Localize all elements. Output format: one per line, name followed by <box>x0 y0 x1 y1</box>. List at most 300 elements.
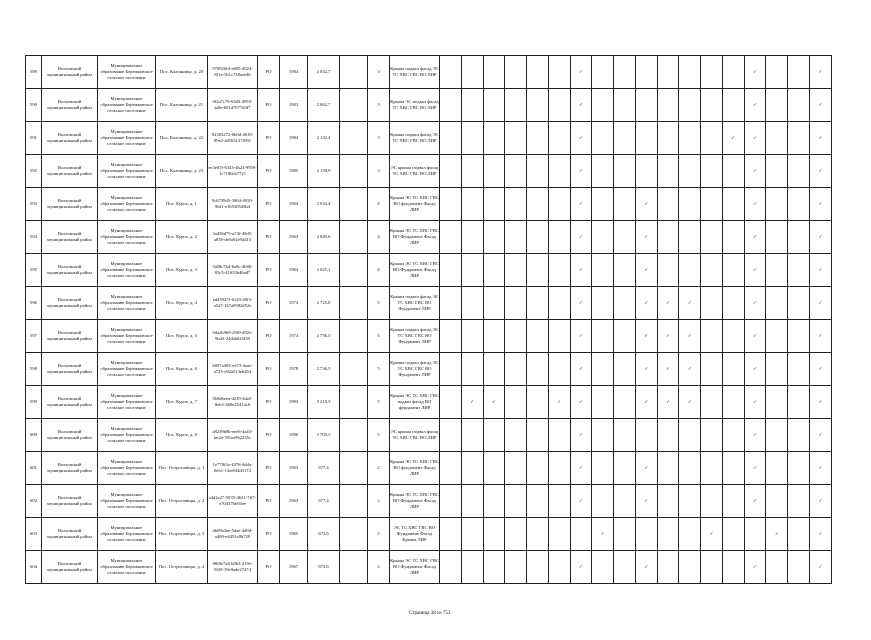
work-type-cell <box>788 452 810 485</box>
work-type-cell <box>635 122 657 155</box>
checkmark-icon: ✓ <box>810 287 832 320</box>
address-cell: Пос. Калонница, д. 20 <box>156 56 208 89</box>
address-cell: Пос. Курск, д. 6 <box>156 353 208 386</box>
building-code-cell: 92303472-0b0d-4010-89e2-a0563137f091 <box>208 122 258 155</box>
work-type-cell <box>548 56 570 89</box>
district-cell: Волховский муниципальный район <box>42 188 98 221</box>
checkmark-icon: ✓ <box>810 254 832 287</box>
row-number: 591 <box>26 122 42 155</box>
work-type-cell <box>440 485 462 518</box>
building-code-cell: 3a456d75-a74f-49d5-a818-de9a92e94d15 <box>208 221 258 254</box>
district-cell: Волховский муниципальный район <box>42 419 98 452</box>
building-code-cell: db09a2ee-5dae-4d9d-a469-e4453c0b729 <box>208 518 258 551</box>
district-cell: Волховский муниципальный район <box>42 386 98 419</box>
work-type-cell <box>657 155 679 188</box>
building-code-cell: 90f0e7a4-b0b3-419e-9f28-39e9ade27d74 <box>208 551 258 584</box>
work-type-cell <box>440 155 462 188</box>
floors-cell: 5 <box>368 287 390 320</box>
area-cell: 2 049,6 <box>308 221 340 254</box>
work-type-cell <box>592 485 614 518</box>
work-type-cell <box>614 122 636 155</box>
checkmark-icon: ✓ <box>810 485 832 518</box>
work-type-cell <box>461 419 483 452</box>
ownership-type-cell: РО <box>258 155 280 188</box>
work-type-cell <box>527 551 549 584</box>
work-type-cell <box>788 221 810 254</box>
building-code-cell: 0da2b9b9-29f0-492e-9b43-24dab62f459 <box>208 320 258 353</box>
district-cell: Волховский муниципальный район <box>42 518 98 551</box>
work-type-cell <box>592 386 614 419</box>
table-row <box>26 353 832 386</box>
row-number: 598 <box>26 353 42 386</box>
area-cell: 677,4 <box>308 485 340 518</box>
checkmark-icon: ✓ <box>744 89 766 122</box>
checkmark-icon: ✓ <box>766 518 788 551</box>
building-code-cell: 0f2a7c79-65d3-4953-adfe-601d7077d3f7 <box>208 89 258 122</box>
work-type-cell <box>701 221 723 254</box>
work-type-cell <box>505 188 527 221</box>
work-type-cell <box>614 155 636 188</box>
checkmark-icon: ✓ <box>461 386 483 419</box>
work-type-cell <box>744 518 766 551</box>
ownership-type-cell: РО <box>258 518 280 551</box>
work-type-cell <box>766 89 788 122</box>
area-cell: 2 034,4 <box>308 188 340 221</box>
work-type-cell <box>722 188 744 221</box>
table-row <box>26 320 832 353</box>
work-type-cell <box>614 386 636 419</box>
floors-cell: 2 <box>368 518 390 551</box>
empty-cell <box>340 419 368 452</box>
work-type-cell <box>592 89 614 122</box>
works-list-cell: ЭС крыша подвал фасад ТС ХВС ГВС ВО ЛИР <box>390 419 440 452</box>
settlement-cell: Муниципальное образование Бережковское сельское поселение <box>98 353 156 386</box>
work-type-cell <box>766 122 788 155</box>
work-type-cell <box>766 287 788 320</box>
table-row <box>26 518 832 551</box>
work-type-cell <box>657 89 679 122</box>
work-type-cell <box>527 485 549 518</box>
row-number: 603 <box>26 518 42 551</box>
ownership-type-cell: РО <box>258 56 280 89</box>
checkmark-icon: ✓ <box>657 386 679 419</box>
work-type-cell <box>722 254 744 287</box>
building-code-cell: ed45947f-6143-49f3-a527-167a9582d52e <box>208 287 258 320</box>
build-year-cell: 1964 <box>280 254 308 287</box>
area-cell: 2 736,5 <box>308 353 340 386</box>
work-type-cell <box>592 188 614 221</box>
address-cell: Пос. Остроговицы, д. 2 <box>156 485 208 518</box>
settlement-cell: Муниципальное образование Бережковское сельское поселение <box>98 386 156 419</box>
checkmark-icon: ✓ <box>679 353 701 386</box>
work-type-cell <box>679 254 701 287</box>
checkmark-icon: ✓ <box>679 386 701 419</box>
empty-cell <box>340 452 368 485</box>
work-type-cell <box>440 419 462 452</box>
work-type-cell <box>548 452 570 485</box>
work-type-cell <box>592 419 614 452</box>
empty-cell <box>340 485 368 518</box>
work-type-cell <box>722 419 744 452</box>
floors-cell: 2 <box>368 452 390 485</box>
work-type-cell <box>548 89 570 122</box>
work-type-cell <box>766 386 788 419</box>
building-code-cell: b087a403-ed73-4aae-a725-e92a513eb454 <box>208 353 258 386</box>
floors-cell: 5 <box>368 320 390 353</box>
work-type-cell <box>722 452 744 485</box>
work-type-cell <box>440 353 462 386</box>
work-type-cell <box>527 419 549 452</box>
checkmark-icon: ✓ <box>635 386 657 419</box>
work-type-cell <box>657 254 679 287</box>
work-type-cell <box>614 89 636 122</box>
ownership-type-cell: РО <box>258 221 280 254</box>
work-type-cell <box>548 353 570 386</box>
work-type-cell <box>679 419 701 452</box>
work-type-cell <box>788 89 810 122</box>
district-cell: Волховский муниципальный район <box>42 122 98 155</box>
checkmark-icon: ✓ <box>635 353 657 386</box>
work-type-cell <box>527 287 549 320</box>
work-type-cell <box>766 56 788 89</box>
checkmark-icon: ✓ <box>744 155 766 188</box>
checkmark-icon: ✓ <box>722 122 744 155</box>
work-type-cell <box>483 419 505 452</box>
work-type-cell <box>766 188 788 221</box>
empty-cell <box>340 551 368 584</box>
checkmark-icon: ✓ <box>810 320 832 353</box>
ownership-type-cell: РО <box>258 188 280 221</box>
work-type-cell <box>505 254 527 287</box>
work-type-cell <box>527 452 549 485</box>
work-type-cell <box>592 320 614 353</box>
table-row <box>26 89 832 122</box>
empty-cell <box>340 353 368 386</box>
address-cell: Пос. Остроговицы, д. 3 <box>156 518 208 551</box>
work-type-cell <box>679 56 701 89</box>
build-year-cell: 1974 <box>280 320 308 353</box>
address-cell: Пос. Курск, д. 3 <box>156 254 208 287</box>
build-year-cell: 1964 <box>280 485 308 518</box>
district-cell: Волховский муниципальный район <box>42 254 98 287</box>
work-type-cell <box>483 89 505 122</box>
work-type-cell <box>461 353 483 386</box>
work-type-cell <box>461 287 483 320</box>
building-code-cell: 9c6739d3-3064-4910-9bf1-e16530545b4 <box>208 188 258 221</box>
checkmark-icon: ✓ <box>635 287 657 320</box>
work-type-cell <box>483 353 505 386</box>
empty-cell <box>340 188 368 221</box>
checkmark-icon: ✓ <box>570 551 592 584</box>
works-list-cell: Крыша ЭС ТС ХВС ГВС ВО Фундамент Фасад ЛИР <box>390 254 440 287</box>
row-number: 594 <box>26 221 42 254</box>
ownership-type-cell: РО <box>258 353 280 386</box>
work-type-cell <box>679 452 701 485</box>
work-type-cell <box>788 56 810 89</box>
work-type-cell <box>766 221 788 254</box>
checkmark-icon: ✓ <box>810 353 832 386</box>
settlement-cell: Муниципальное образование Бережковское сельское поселение <box>98 155 156 188</box>
checkmark-icon: ✓ <box>744 221 766 254</box>
build-year-cell: 1985 <box>280 155 308 188</box>
district-cell: Волховский муниципальный район <box>42 89 98 122</box>
work-type-cell <box>527 518 549 551</box>
work-type-cell <box>440 287 462 320</box>
address-cell: Пос. Курск, д. 7 <box>156 386 208 419</box>
area-cell: 673,6 <box>308 518 340 551</box>
checkmark-icon: ✓ <box>744 254 766 287</box>
settlement-cell: Муниципальное образование Бережковское сельское поселение <box>98 419 156 452</box>
work-type-cell <box>505 551 527 584</box>
work-type-cell <box>722 287 744 320</box>
work-type-cell <box>527 353 549 386</box>
work-type-cell <box>635 155 657 188</box>
work-type-cell <box>788 122 810 155</box>
work-type-cell <box>788 551 810 584</box>
floors-cell: 5 <box>368 386 390 419</box>
table-row <box>26 419 832 452</box>
build-year-cell: 1990 <box>280 419 308 452</box>
work-type-cell <box>614 485 636 518</box>
work-type-cell <box>548 419 570 452</box>
row-number: 597 <box>26 320 42 353</box>
checkmark-icon: ✓ <box>810 221 832 254</box>
works-list-cell: ЭС крыша подвал фасад ТС ХВС ГВС ВО ЛИР <box>390 155 440 188</box>
work-type-cell <box>505 155 527 188</box>
work-type-cell <box>635 56 657 89</box>
work-type-cell <box>722 155 744 188</box>
work-type-cell <box>701 452 723 485</box>
work-type-cell <box>440 221 462 254</box>
work-type-cell <box>527 155 549 188</box>
settlement-cell: Муниципальное образование Бережковское сельское поселение <box>98 320 156 353</box>
area-cell: 2 062,7 <box>308 89 340 122</box>
works-list-cell: Крыша ЭС ТС ХВС ГВС ВО Фундамент Фасад ЛИР <box>390 485 440 518</box>
checkmark-icon: ✓ <box>810 122 832 155</box>
work-type-cell <box>592 551 614 584</box>
row-number: 601 <box>26 452 42 485</box>
work-type-cell <box>679 122 701 155</box>
district-cell: Волховский муниципальный район <box>42 287 98 320</box>
work-type-cell <box>657 485 679 518</box>
checkmark-icon: ✓ <box>744 386 766 419</box>
work-type-cell <box>701 485 723 518</box>
checkmark-icon: ✓ <box>570 122 592 155</box>
work-type-cell <box>701 419 723 452</box>
table-row <box>26 221 832 254</box>
floors-cell: 4 <box>368 254 390 287</box>
table-row <box>26 188 832 221</box>
checkmark-icon: ✓ <box>810 188 832 221</box>
work-type-cell <box>548 122 570 155</box>
settlement-cell: Муниципальное образование Бережковское сельское поселение <box>98 122 156 155</box>
work-type-cell <box>614 419 636 452</box>
work-type-cell <box>440 386 462 419</box>
empty-cell <box>340 320 368 353</box>
works-list-cell: Крыша ЭС ТС ХВС ГВС ВО фундамент Фасад ЛИР <box>390 452 440 485</box>
works-list-cell: Крыша ЭС подвал фасад ТС ХВС ГВС ВО ЛИР <box>390 89 440 122</box>
work-type-cell <box>788 419 810 452</box>
checkmark-icon: ✓ <box>744 320 766 353</box>
ownership-type-cell: РО <box>258 419 280 452</box>
work-type-cell <box>657 188 679 221</box>
work-type-cell <box>614 353 636 386</box>
work-type-cell <box>461 485 483 518</box>
empty-cell <box>340 254 368 287</box>
work-type-cell <box>440 122 462 155</box>
area-cell: 2 132,4 <box>308 122 340 155</box>
table-row <box>26 485 832 518</box>
address-cell: Пос. Калонница, д. 23 <box>156 155 208 188</box>
work-type-cell <box>527 122 549 155</box>
register-table <box>25 55 832 584</box>
checkmark-icon: ✓ <box>810 518 832 551</box>
work-type-cell <box>440 320 462 353</box>
works-list-cell: Крыша подвал фасад ЭС ТС ХВС ГВС ВО ЛИР <box>390 122 440 155</box>
works-list-cell: Крыша ЭС ТС ХВС ГВС ВО фундамент Фасад ЛИР <box>390 188 440 221</box>
district-cell: Волховский муниципальный район <box>42 56 98 89</box>
work-type-cell <box>440 56 462 89</box>
work-type-cell <box>440 551 462 584</box>
checkmark-icon: ✓ <box>570 287 592 320</box>
work-type-cell <box>461 221 483 254</box>
work-type-cell <box>722 551 744 584</box>
settlement-cell: Муниципальное образование Бережковское сельское поселение <box>98 221 156 254</box>
build-year-cell: 1967 <box>280 551 308 584</box>
work-type-cell <box>527 188 549 221</box>
ownership-type-cell: РО <box>258 551 280 584</box>
ownership-type-cell: РО <box>258 287 280 320</box>
address-cell: Пос. Остроговицы, д. 4 <box>156 551 208 584</box>
address-cell: Пос. Курск, д. 1 <box>156 188 208 221</box>
empty-cell <box>340 221 368 254</box>
checkmark-icon: ✓ <box>570 452 592 485</box>
work-type-cell <box>701 386 723 419</box>
work-type-cell <box>614 56 636 89</box>
work-type-cell <box>614 320 636 353</box>
checkmark-icon: ✓ <box>744 188 766 221</box>
checkmark-icon: ✓ <box>570 89 592 122</box>
settlement-cell: Муниципальное образование Бережковское сельское поселение <box>98 56 156 89</box>
ownership-type-cell: РО <box>258 452 280 485</box>
floors-cell: 5 <box>368 419 390 452</box>
work-type-cell <box>548 188 570 221</box>
work-type-cell <box>722 56 744 89</box>
checkmark-icon: ✓ <box>744 353 766 386</box>
checkmark-icon: ✓ <box>744 287 766 320</box>
work-type-cell <box>701 155 723 188</box>
work-type-cell <box>483 122 505 155</box>
work-type-cell <box>527 56 549 89</box>
area-cell: 2 736,5 <box>308 320 340 353</box>
empty-cell <box>340 386 368 419</box>
building-code-cell: a4d2e27-5035-4621-7ff7-e70437bb93ee <box>208 485 258 518</box>
checkmark-icon: ✓ <box>570 221 592 254</box>
page-footer: Страница 38 из 753 <box>409 611 451 616</box>
work-type-cell <box>461 56 483 89</box>
checkmark-icon: ✓ <box>701 518 723 551</box>
checkmark-icon: ✓ <box>744 56 766 89</box>
checkmark-icon: ✓ <box>570 419 592 452</box>
table-row <box>26 551 832 584</box>
work-type-cell <box>461 254 483 287</box>
work-type-cell <box>722 353 744 386</box>
work-type-cell <box>505 353 527 386</box>
work-type-cell <box>788 254 810 287</box>
checkmark-icon: ✓ <box>810 452 832 485</box>
work-type-cell <box>679 518 701 551</box>
table-row <box>26 155 832 188</box>
work-type-cell <box>505 452 527 485</box>
work-type-cell <box>679 221 701 254</box>
work-type-cell <box>527 221 549 254</box>
work-type-cell <box>679 485 701 518</box>
work-type-cell <box>505 320 527 353</box>
work-type-cell <box>592 353 614 386</box>
work-type-cell <box>635 89 657 122</box>
work-type-cell <box>505 287 527 320</box>
work-type-cell <box>505 56 527 89</box>
checkmark-icon: ✓ <box>635 452 657 485</box>
work-type-cell <box>722 320 744 353</box>
work-type-cell <box>592 452 614 485</box>
checkmark-icon: ✓ <box>483 386 505 419</box>
floors-cell: 3 <box>368 89 390 122</box>
row-number: 600 <box>26 419 42 452</box>
work-type-cell <box>592 122 614 155</box>
checkmark-icon: ✓ <box>810 551 832 584</box>
work-type-cell <box>701 353 723 386</box>
register-body <box>26 56 832 584</box>
work-type-cell <box>766 485 788 518</box>
checkmark-icon: ✓ <box>570 254 592 287</box>
area-cell: 677,4 <box>308 452 340 485</box>
district-cell: Волховский муниципальный район <box>42 155 98 188</box>
work-type-cell <box>548 518 570 551</box>
build-year-cell: 1963 <box>280 452 308 485</box>
area-cell: 3 219,5 <box>308 386 340 419</box>
empty-cell <box>340 287 368 320</box>
checkmark-icon: ✓ <box>570 188 592 221</box>
ownership-type-cell: РО <box>258 320 280 353</box>
work-type-cell <box>701 254 723 287</box>
work-type-cell <box>766 452 788 485</box>
work-type-cell <box>788 518 810 551</box>
work-type-cell <box>483 254 505 287</box>
work-type-cell <box>483 287 505 320</box>
district-cell: Волховский муниципальный район <box>42 452 98 485</box>
settlement-cell: Муниципальное образование Бережковское сельское поселение <box>98 254 156 287</box>
work-type-cell <box>483 188 505 221</box>
table-row <box>26 56 832 89</box>
checkmark-icon: ✓ <box>635 485 657 518</box>
work-type-cell <box>461 89 483 122</box>
table-row <box>26 452 832 485</box>
work-type-cell <box>548 155 570 188</box>
checkmark-icon: ✓ <box>570 320 592 353</box>
work-type-cell <box>592 254 614 287</box>
work-type-cell <box>657 518 679 551</box>
table-row <box>26 122 832 155</box>
empty-cell <box>340 56 368 89</box>
ownership-type-cell: РО <box>258 386 280 419</box>
work-type-cell <box>788 155 810 188</box>
work-type-cell <box>483 518 505 551</box>
row-number: 596 <box>26 287 42 320</box>
work-type-cell <box>505 221 527 254</box>
checkmark-icon: ✓ <box>810 155 832 188</box>
build-year-cell: 1964 <box>280 221 308 254</box>
